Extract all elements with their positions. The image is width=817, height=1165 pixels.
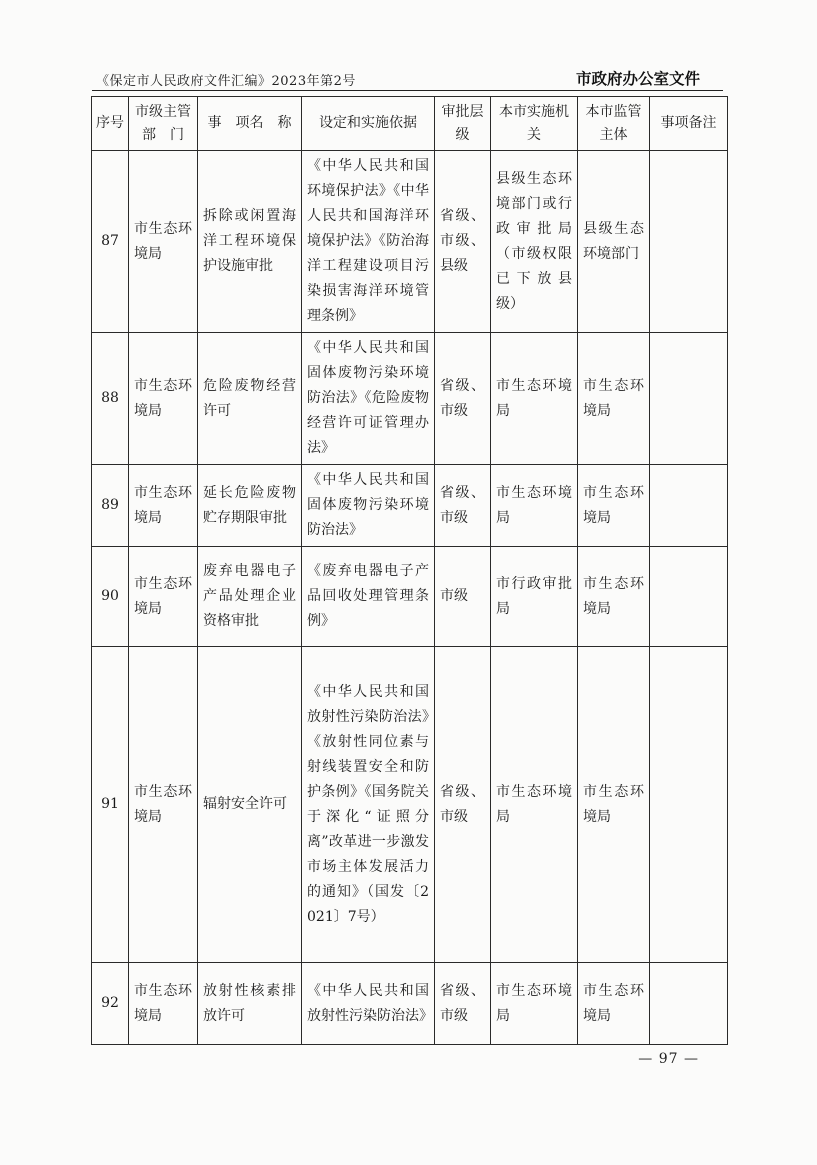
row-note	[650, 465, 728, 547]
row-agency	[491, 647, 578, 963]
col-header-basis: 设定和实施依据	[302, 97, 435, 151]
table-row	[92, 547, 728, 647]
row-basis	[302, 333, 435, 465]
row-agency	[491, 465, 578, 547]
row-basis-text: 《中华人民共和国固体废物污染环境防治法》	[307, 472, 429, 538]
row-name-text: 危险废物经营许可	[203, 377, 296, 419]
row-level	[435, 465, 491, 547]
row-no: 88	[92, 333, 129, 465]
row-dept-text: 市生态环境局	[134, 484, 192, 526]
row-level-text: 市级	[440, 588, 468, 604]
row-basis-text: 《中华人民共和国固体废物污染环境防治法》《危险废物经营许可证管理办法》	[307, 340, 429, 456]
row-dept	[129, 465, 198, 547]
row-basis	[302, 465, 435, 547]
row-dept-text: 市生态环境局	[134, 982, 192, 1024]
row-supervisor	[578, 547, 650, 647]
row-dept	[129, 151, 198, 333]
row-supervisor	[578, 333, 650, 465]
row-name	[198, 963, 302, 1045]
row-agency-text: 县级生态环境部门或行政审批局（市级权限已下放县级）	[496, 170, 572, 312]
row-level	[435, 547, 491, 647]
approval-items-table	[91, 96, 728, 1045]
row-basis-text: 《废弃电器电子产品回收处理管理条例》	[307, 563, 429, 629]
row-name	[198, 547, 302, 647]
row-dept	[129, 547, 198, 647]
row-supervisor-text: 市生态环境局	[583, 783, 644, 825]
row-basis-text: 《中华人民共和国环境保护法》《中华人民共和国海洋环境保护法》《防治海洋工程建设项目污染损害海洋环境管理条例》	[307, 158, 429, 324]
row-no: 87	[92, 151, 129, 333]
row-basis	[302, 963, 435, 1045]
header-divider	[92, 90, 723, 91]
row-level	[435, 647, 491, 963]
col-header-level: 审批层级	[435, 97, 491, 151]
row-level-text: 省级、市级	[440, 982, 485, 1024]
row-note	[650, 647, 728, 963]
row-level	[435, 151, 491, 333]
row-basis	[302, 647, 435, 963]
col-header-name: 事 项名 称	[198, 97, 302, 151]
row-level-text: 省级、市级、县级	[440, 208, 485, 274]
row-name	[198, 465, 302, 547]
row-supervisor-text: 市生态环境局	[583, 982, 644, 1024]
row-name-text: 延长危险废物贮存期限审批	[203, 484, 296, 526]
row-supervisor	[578, 151, 650, 333]
row-supervisor-text: 市生态环境局	[583, 575, 644, 617]
running-header-title: 《保定市人民政府文件汇编》2023年第2号	[96, 74, 356, 89]
row-name-text: 拆除或闲置海洋工程环境保护设施审批	[203, 208, 296, 274]
row-name-text: 废弃电器电子产品处理企业资格审批	[203, 563, 296, 629]
row-agency-text: 市生态环境局	[496, 783, 572, 825]
row-no: 91	[92, 647, 129, 963]
row-basis	[302, 151, 435, 333]
table-row	[92, 151, 728, 333]
row-supervisor	[578, 647, 650, 963]
row-dept-text: 市生态环境局	[134, 220, 192, 262]
row-name	[198, 151, 302, 333]
row-dept-text: 市生态环境局	[134, 575, 192, 617]
row-note	[650, 963, 728, 1045]
row-level	[435, 963, 491, 1045]
col-header-note: 事项备注	[650, 97, 728, 151]
row-dept-text: 市生态环境局	[134, 377, 192, 419]
page-number: — 97 —	[638, 1051, 699, 1067]
row-no: 90	[92, 547, 129, 647]
row-level-text: 省级、市级	[440, 377, 485, 419]
row-name	[198, 647, 302, 963]
row-agency	[491, 547, 578, 647]
row-name	[198, 333, 302, 465]
row-note	[650, 151, 728, 333]
row-agency-text: 市生态环境局	[496, 484, 572, 526]
row-supervisor-text: 县级生态环境部门	[583, 220, 644, 262]
table-row	[92, 647, 728, 963]
row-dept	[129, 333, 198, 465]
table-header-row	[92, 97, 728, 151]
row-agency-text: 市生态环境局	[496, 377, 572, 419]
row-agency-text: 市生态环境局	[496, 982, 572, 1024]
row-basis-text: 《中华人民共和国放射性污染防治法》《放射性同位素与射线装置安全和防护条例》《国务院关于深化“证照分离”改革进一步激发市场主体发展活力的通知》（国发〔2021〕7号）	[307, 683, 429, 925]
col-header-no: 序号	[92, 97, 129, 151]
row-dept	[129, 647, 198, 963]
row-dept	[129, 963, 198, 1045]
row-agency-text: 市行政审批局	[496, 575, 572, 617]
row-agency	[491, 333, 578, 465]
row-level-text: 省级、市级	[440, 783, 485, 825]
row-note	[650, 547, 728, 647]
row-agency	[491, 151, 578, 333]
col-header-supervisor: 本市监管主体	[578, 97, 650, 151]
row-level	[435, 333, 491, 465]
table-row	[92, 963, 728, 1045]
row-name-text: 辐射安全许可	[203, 796, 287, 812]
table-row	[92, 465, 728, 547]
row-no: 92	[92, 963, 129, 1045]
row-level-text: 省级、市级	[440, 484, 485, 526]
row-supervisor-text: 市生态环境局	[583, 484, 644, 526]
col-header-agency: 本市实施机关	[491, 97, 578, 151]
row-supervisor	[578, 465, 650, 547]
running-header-office: 市政府办公室文件	[575, 70, 700, 88]
row-note	[650, 333, 728, 465]
row-agency	[491, 963, 578, 1045]
row-dept-text: 市生态环境局	[134, 783, 192, 825]
row-supervisor-text: 市生态环境局	[583, 377, 644, 419]
row-basis-text: 《中华人民共和国放射性污染防治法》	[307, 982, 433, 1024]
row-name-text: 放射性核素排放许可	[203, 982, 296, 1024]
col-header-dept: 市级主管部 门	[129, 97, 198, 151]
row-no: 89	[92, 465, 129, 547]
table-row	[92, 333, 728, 465]
row-basis	[302, 547, 435, 647]
row-supervisor	[578, 963, 650, 1045]
